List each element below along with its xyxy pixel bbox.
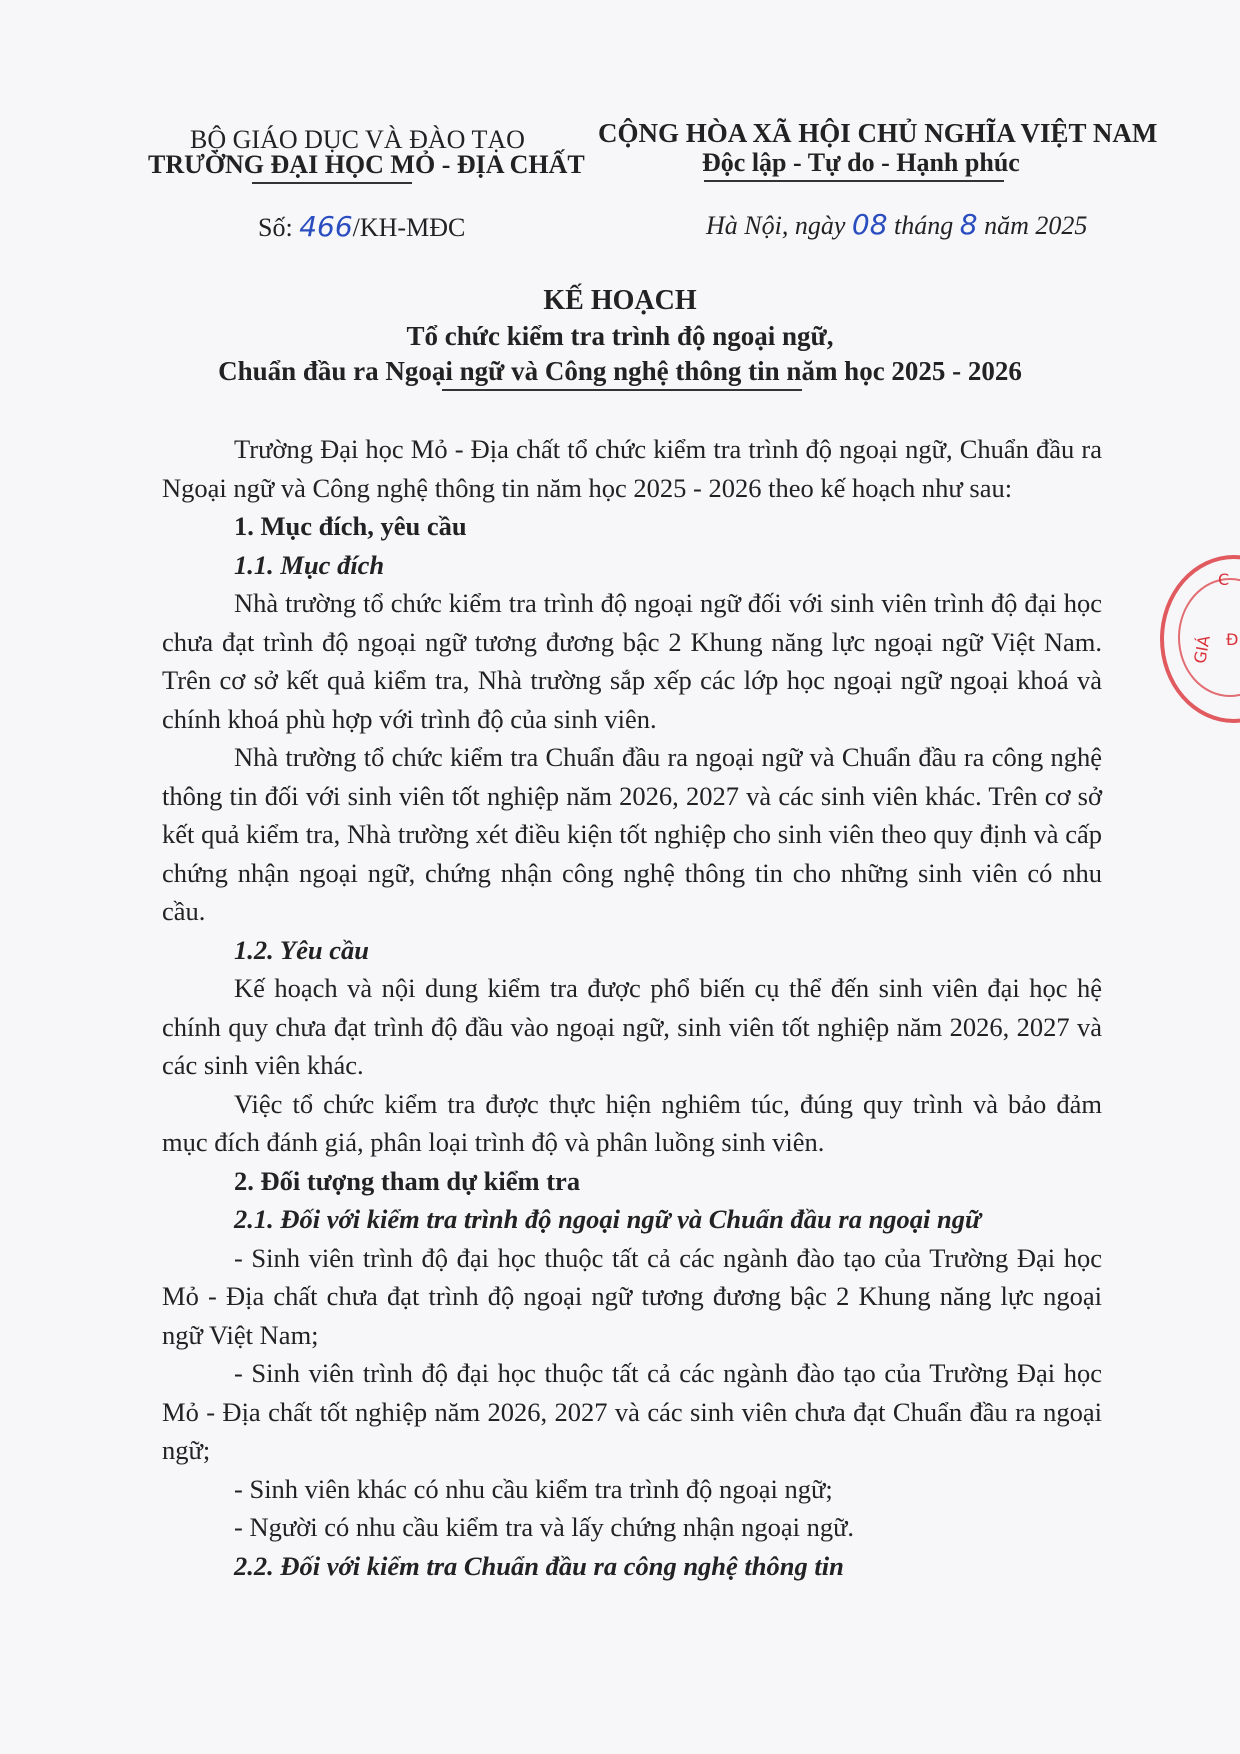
handwritten-day: 08 xyxy=(851,208,888,241)
university-underline xyxy=(252,182,412,184)
handwritten-number: 466 xyxy=(299,210,353,243)
section-2-1-bullet-2: - Sinh viên trình độ đại học thuộc tất cả các ngành đào tạo của Trường Đại học Mỏ - Địa chất tốt nghiệp năm 2026, 2027 và các sinh viên chưa đạt Chuẩn đầu ra ngoại ngữ; xyxy=(162,1358,1102,1465)
section-1-1-paragraph-2: Nhà trường tổ chức kiểm tra Chuẩn đầu ra ngoại ngữ và Chuẩn đầu ra công nghệ thông tin đối với sinh viên tốt nghiệp năm 2026, 2027 và các sinh viên khác. Trên cơ sở kết quả kiểm tra, Nhà trường xét điều kiện tốt nghiệp cho sinh viên theo quy định và cấp chứng nhận ngoại ngữ, chứng nhận công nghệ thông tin cho những sinh viên có nhu cầu. xyxy=(162,742,1102,926)
document-title: KẾ HOẠCH xyxy=(543,285,697,316)
section-1-2-paragraph-1: Kế hoạch và nội dung kiểm tra được phổ biến cụ thể đến sinh viên đại học hệ chính quy chưa đạt trình độ đầu vào ngoại ngữ, sinh viên tốt nghiệp năm 2026, 2027 và các sinh viên khác. xyxy=(162,973,1102,1080)
seal-text-1: GIÁ xyxy=(1190,634,1214,665)
ministry-name: BỘ GIÁO DỤC VÀ ĐÀO TẠO xyxy=(190,125,525,154)
seal-text-2: Đ xyxy=(1226,630,1239,649)
intro-paragraph: Trường Đại học Mỏ - Địa chất tổ chức kiểm tra trình độ ngoại ngữ, Chuẩn đầu ra Ngoại ngữ và Công nghệ thông tin năm học 2025 - 2026 theo kế hoạch như sau: xyxy=(162,434,1102,503)
republic-name: CỘNG HÒA XÃ HỘI CHỦ NGHĨA VIỆT NAM xyxy=(598,118,1158,148)
document-date: Hà Nội, ngày 08 tháng 8 năm 2025 xyxy=(706,208,1088,241)
document-number: Số: 466/KH-MĐC xyxy=(258,210,466,243)
section-1-1-paragraph-1: Nhà trường tổ chức kiểm tra trình độ ngoại ngữ đối với sinh viên trình độ đại học chưa đạt trình độ ngoại ngữ tương đương bậc 2 Khung năng lực ngoại ngữ Việt Nam. Trên cơ sở kết quả kiểm tra, Nhà trường sắp xếp các lớp học ngoại ngữ ngoại khoá và chính khoá phù hợp với trình độ của sinh viên. xyxy=(162,588,1102,734)
section-2-heading: 2. Đối tượng tham dự kiểm tra xyxy=(234,1165,581,1196)
handwritten-month: 8 xyxy=(959,208,978,241)
document-body xyxy=(162,430,1102,1585)
section-2-1-bullet-4: - Người có nhu cầu kiểm tra và lấy chứng nhận ngoại ngữ. xyxy=(234,1512,855,1542)
section-2-2-heading: 2.2. Đối với kiểm tra Chuẩn đầu ra công nghệ thông tin xyxy=(234,1550,844,1581)
document-subtitle-line2: Chuẩn đầu ra Ngoại ngữ và Công nghệ thông tin năm học 2025 - 2026 xyxy=(218,356,1022,386)
document-subtitle-line1: Tổ chức kiểm tra trình độ ngoại ngữ, xyxy=(406,321,834,351)
seal-text-3: C xyxy=(1218,570,1230,589)
section-1-1-heading: 1.1. Mục đích xyxy=(234,549,385,580)
section-2-1-bullet-3: - Sinh viên khác có nhu cầu kiểm tra trình độ ngoại ngữ; xyxy=(234,1473,833,1504)
section-1-heading: 1. Mục đích, yêu cầu xyxy=(234,511,467,541)
title-underline xyxy=(442,389,802,391)
national-motto: Độc lập - Tự do - Hạnh phúc xyxy=(702,148,1020,177)
motto-underline xyxy=(704,180,1004,182)
university-name: TRƯỜNG ĐẠI HỌC MỎ - ĐỊA CHẤT xyxy=(148,150,585,179)
section-2-1-heading: 2.1. Đối với kiểm tra trình độ ngoại ngữ và Chuẩn đầu ra ngoại ngữ xyxy=(234,1204,981,1234)
section-1-2-heading: 1.2. Yêu cầu xyxy=(234,934,369,965)
section-2-1-bullet-1: - Sinh viên trình độ đại học thuộc tất cả các ngành đào tạo của Trường Đại học Mỏ - Địa chất chưa đạt trình độ ngoại ngữ tương đương bậc 2 Khung năng lực ngoại ngữ Việt Nam; xyxy=(162,1242,1102,1350)
section-1-2-paragraph-2: Việc tổ chức kiểm tra được thực hiện nghiêm túc, đúng quy trình và bảo đảm mục đích đánh giá, phân loại trình độ và phân luồng sinh viên. xyxy=(162,1088,1102,1157)
